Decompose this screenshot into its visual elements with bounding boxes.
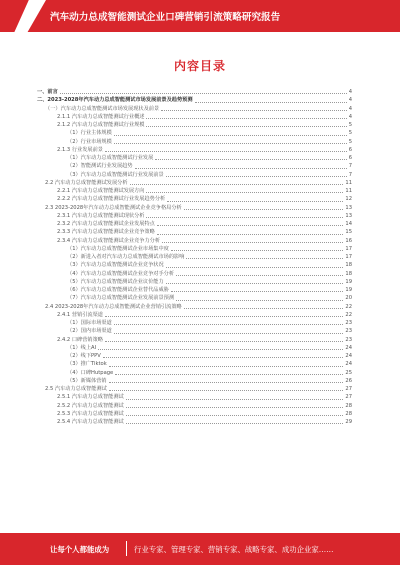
toc-entry[interactable] [37, 319, 352, 327]
toc-entry-title: （2）新进入者对汽车动力总成智能测试市场的影响 [67, 254, 185, 260]
toc-leader-dots [146, 118, 346, 119]
toc-entry-title: （一）汽车动力总成智能测试市场发展现状及前景 [45, 105, 160, 112]
toc-leader-dots [176, 275, 343, 276]
toc-entry-page: 5 [348, 138, 352, 145]
toc-entry[interactable] [37, 270, 352, 278]
toc-entry-page: 24 [345, 344, 352, 351]
toc-entry[interactable] [37, 369, 352, 377]
toc-entry[interactable] [37, 261, 352, 269]
toc-entry[interactable] [37, 385, 352, 393]
footer-divider [126, 541, 127, 556]
toc-entry-page: 24 [345, 361, 352, 368]
toc-entry[interactable] [37, 228, 352, 236]
toc-leader-dots [161, 110, 347, 111]
toc-entry-page: 7 [348, 163, 352, 170]
toc-entry-page: 22 [345, 303, 352, 310]
toc-entry-title: （2）行业市场规模 [67, 138, 112, 145]
toc-entry-title: （1）行业主体规模 [67, 130, 112, 137]
toc-entry-page: 17 [345, 254, 352, 260]
toc-entry[interactable] [37, 162, 352, 170]
toc-entry-page: 27 [345, 386, 352, 392]
toc-entry-page: 23 [345, 320, 352, 326]
toc-entry[interactable] [37, 393, 352, 401]
toc-entry-title: （1）国际市场渠道 [67, 320, 112, 326]
toc-entry-title: 2.1.2 汽车动力总成智能测试行业规模 [57, 122, 145, 128]
toc-entry[interactable] [37, 344, 352, 352]
toc-entry-title: 2.3.2 汽车动力总成智能测试企业发展特点 [57, 221, 155, 227]
toc-leader-dots [195, 102, 347, 103]
toc-entry[interactable] [37, 360, 352, 368]
toc-entry-title: 2.2.1 汽车动力总成智能测试发展方向 [57, 188, 145, 194]
toc-entry-page: 16 [345, 237, 352, 244]
toc-entry[interactable] [37, 303, 352, 311]
toc-entry-title: （1）汽车动力总成智能测试行业发展 [67, 155, 154, 161]
toc-leader-dots [176, 300, 343, 301]
toc-entry-page: 4 [348, 113, 352, 120]
toc-entry-page: 5 [348, 122, 352, 128]
toc-entry-title: 2.4 2023-2028年汽车动力总成智能测试企业营销引流策略 [45, 303, 182, 310]
toc-entry[interactable] [37, 220, 352, 228]
toc-entry-title: （4）汽车动力总成智能测试企业竞争对手分析 [67, 270, 175, 277]
toc-entry-title: （2）智能测试行业发展趋势 [67, 163, 133, 170]
toc-entry-title: 2.2.2 汽车动力总成智能测试行业发展趋势分析 [57, 196, 166, 203]
toc-entry-title: （3）汽车动力总成智能测试企业竞争状况 [67, 262, 164, 269]
toc-entry-title: （6）汽车动力总成智能测试企业替代品威胁 [67, 287, 169, 293]
toc-entry[interactable] [37, 327, 352, 335]
toc-entry[interactable] [37, 294, 352, 302]
toc-entry-title: （7）汽车动力总成智能测试企业发展前景预测 [67, 295, 175, 302]
toc-entry-page: 23 [345, 336, 352, 343]
toc-entry-page: 17 [345, 245, 352, 252]
toc-entry-title: 2.5.1 汽车动力总成智能测试 [57, 394, 124, 401]
toc-entry-page: 28 [345, 402, 352, 409]
toc-entry[interactable] [37, 336, 352, 344]
toc-entry-title: （2）国内市场渠道 [67, 328, 112, 335]
toc-entry-page: 13 [345, 212, 352, 219]
toc-leader-dots [109, 390, 344, 391]
toc-entry-page: 26 [345, 377, 352, 384]
toc-entry-page: 4 [348, 105, 352, 112]
toc-leader-dots [114, 135, 347, 136]
toc-entry-title: 2.5.4 汽车动力总成智能测试 [57, 419, 124, 425]
toc-entry-page: 18 [345, 262, 352, 269]
toc-leader-dots [146, 126, 346, 127]
toc-entry-title: 2.5.3 汽车动力总成智能测试 [57, 410, 124, 417]
toc-leader-dots [146, 192, 343, 193]
toc-entry-page: 24 [345, 353, 352, 359]
toc-leader-dots [146, 217, 343, 218]
toc-entry-page: 19 [345, 278, 352, 285]
toc-entry-page: 7 [348, 171, 352, 178]
toc-entry-page: 11 [345, 188, 352, 194]
toc-entry[interactable] [37, 138, 352, 146]
toc-entry-title: （5）汽车动力总成智能测试企业议价能力 [67, 278, 164, 285]
toc-leader-dots [184, 209, 344, 210]
toc-entry-title: 2.1.3 行业发展前景 [57, 146, 103, 153]
toc-leader-dots [126, 399, 344, 400]
toc-entry-title: 2.3.3 汽车动力总成智能测试企业竞争策略 [57, 229, 155, 236]
toc-entry-page: 12 [345, 196, 352, 203]
toc-entry[interactable] [37, 154, 352, 162]
toc-entry-title: 2.4.2 口碑营销策略 [57, 336, 103, 343]
toc-entry[interactable] [37, 212, 352, 220]
toc-leader-dots [109, 366, 344, 367]
toc-entry[interactable] [37, 121, 352, 129]
toc-entry-title: （2）线下PPV [67, 353, 101, 359]
toc-leader-dots [103, 357, 344, 358]
toc-entry-page: 14 [345, 221, 352, 227]
toc-entry[interactable] [37, 418, 352, 426]
toc-entry-title: 2.3 2023-2028年汽车动力总成智能测试企业竞争格局分析 [45, 204, 182, 211]
toc-entry[interactable] [37, 253, 352, 261]
toc-leader-dots [115, 374, 343, 375]
toc-entry-title: （1）汽车动力总成智能测试企业市场集中度 [67, 245, 169, 252]
footer-bar [0, 533, 400, 565]
toc-entry-page: 22 [345, 311, 352, 318]
toc-entry-page: 18 [345, 270, 352, 277]
toc-entry-page: 19 [345, 287, 352, 293]
toc-entry[interactable] [37, 105, 352, 113]
table-of-contents [37, 88, 352, 426]
toc-entry-page: 20 [345, 295, 352, 302]
toc-leader-dots [114, 333, 344, 334]
toc-entry-title: （3）汽车动力总成智能测试行业发展前景 [67, 171, 164, 178]
toc-entry[interactable] [37, 245, 352, 253]
toc-entry[interactable] [37, 146, 352, 154]
toc-leader-dots [186, 258, 343, 259]
toc-entry[interactable] [37, 377, 352, 385]
toc-entry-page: 4 [348, 97, 352, 104]
header-bar [0, 0, 400, 32]
toc-leader-dots [130, 184, 344, 185]
toc-entry-title: 2.3.4 汽车动力总成智能测试企业竞争力分析 [57, 237, 161, 244]
toc-entry-title: 一、前言 [37, 89, 58, 95]
toc-leader-dots [60, 93, 347, 94]
toc-entry-page: 6 [348, 146, 352, 153]
toc-leader-dots [105, 341, 343, 342]
toc-leader-dots [166, 267, 344, 268]
toc-entry[interactable] [37, 96, 352, 104]
toc-leader-dots [109, 382, 344, 383]
toc-entry-title: （1）线上AI [67, 344, 97, 351]
toc-leader-dots [98, 349, 343, 350]
toc-entry[interactable] [37, 237, 352, 245]
toc-entry-title: 2.1.1 汽车动力总成智能测试行业概述 [57, 113, 145, 120]
toc-entry[interactable] [37, 113, 352, 121]
toc-entry-page: 28 [345, 410, 352, 417]
toc-entry-page: 23 [345, 328, 352, 335]
toc-leader-dots [135, 168, 347, 169]
toc-entry-page: 29 [345, 419, 352, 425]
toc-leader-dots [126, 415, 344, 416]
toc-entry-title: （5）新媒体营销 [67, 377, 107, 384]
toc-leader-dots [157, 234, 344, 235]
toc-entry[interactable] [37, 195, 352, 203]
toc-entry-title: 2.5.2 汽车动力总成智能测试 [57, 402, 124, 409]
report-title: 汽车动力总成智能测试企业口碑营销引流策略研究报告 [50, 12, 281, 23]
toc-entry-page: 15 [345, 229, 352, 236]
footer-slogan-right: 行业专家、管理专家、营销专家、战略专家、成功企业家…… [134, 545, 334, 554]
toc-leader-dots [126, 423, 344, 424]
toc-entry[interactable] [37, 129, 352, 137]
toc-entry-page: 5 [348, 130, 352, 137]
toc-entry[interactable] [37, 187, 352, 195]
toc-leader-dots [166, 176, 347, 177]
toc-entry[interactable] [37, 204, 352, 212]
toc-heading: 内容目录 [173, 59, 226, 73]
toc-leader-dots [126, 407, 344, 408]
toc-leader-dots [162, 242, 343, 243]
toc-entry-page: 6 [348, 155, 352, 161]
toc-entry-page: 13 [345, 204, 352, 211]
toc-entry-title: （4）口碑Hutpage [67, 369, 114, 376]
toc-leader-dots [155, 159, 346, 160]
toc-entry-title: （3）推广Tiktok [67, 361, 107, 368]
toc-entry[interactable] [37, 410, 352, 418]
toc-leader-dots [166, 283, 344, 284]
toc-entry-title: 2.4.1 营销引流渠道 [57, 311, 103, 318]
toc-entry[interactable] [37, 352, 352, 360]
toc-entry[interactable] [37, 402, 352, 410]
toc-entry-title: 2.2 汽车动力总成智能测试发展分析 [45, 179, 128, 186]
toc-entry-page: 27 [345, 394, 352, 401]
toc-entry[interactable] [37, 171, 352, 179]
toc-entry[interactable] [37, 311, 352, 319]
toc-leader-dots [105, 151, 347, 152]
toc-leader-dots [167, 201, 343, 202]
toc-leader-dots [114, 143, 347, 144]
toc-entry-page: 25 [345, 369, 352, 376]
footer-slogan-left: 让每个人都能成为 [50, 545, 110, 554]
toc-entry[interactable] [37, 286, 352, 294]
toc-entry-page: 4 [348, 89, 352, 95]
toc-entry-title: 2.3.1 汽车动力总成智能测试现状分析 [57, 212, 145, 219]
toc-entry-title: 二、2023-2028年汽车动力总成智能测试市场发展前景及趋势预测 [37, 97, 193, 104]
toc-entry-title: 2.5 汽车动力总成智能测试 [45, 386, 107, 392]
toc-leader-dots [184, 308, 344, 309]
toc-leader-dots [171, 291, 344, 292]
toc-leader-dots [171, 250, 344, 251]
toc-leader-dots [105, 316, 343, 317]
toc-entry[interactable] [37, 179, 352, 187]
toc-entry-page: 11 [345, 179, 352, 186]
toc-leader-dots [157, 225, 344, 226]
toc-entry[interactable] [37, 88, 352, 96]
toc-entry[interactable] [37, 278, 352, 286]
toc-leader-dots [114, 324, 344, 325]
